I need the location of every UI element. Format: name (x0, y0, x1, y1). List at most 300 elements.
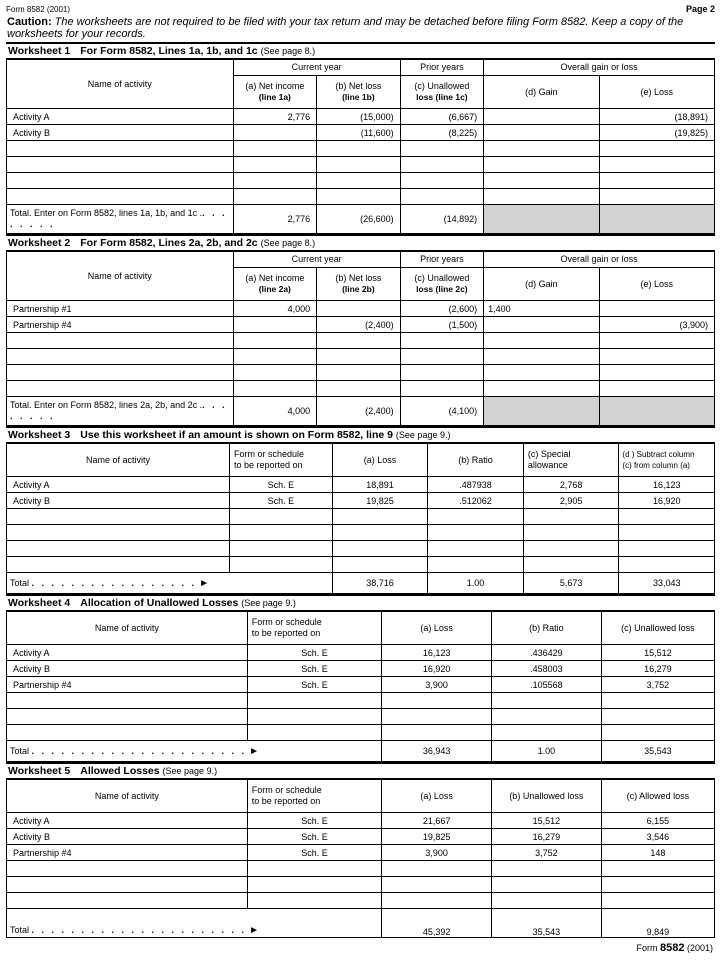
row-loss[interactable]: 18,891 (332, 477, 428, 493)
row-unallowed-loss[interactable] (400, 333, 484, 349)
worksheet3-page-ref: (See page 9.) (395, 430, 451, 440)
row-subtract[interactable] (619, 557, 715, 573)
row-form-schedule[interactable] (230, 541, 333, 557)
row-loss[interactable]: 3,900 (382, 845, 492, 861)
row-ratio[interactable] (428, 557, 524, 573)
row-unallowed-loss[interactable]: 15,512 (491, 813, 601, 829)
row-activity-name[interactable]: Partnership #4 (7, 317, 234, 333)
total-label (7, 205, 234, 234)
row-loss[interactable]: 3,900 (382, 677, 492, 693)
page-footer (6, 938, 715, 954)
row-unallowed-loss[interactable]: 3,752 (491, 845, 601, 861)
row-net-loss[interactable] (317, 157, 401, 173)
row-loss[interactable]: (3,900) (599, 317, 714, 333)
total-net-income: 2,776 (233, 205, 317, 234)
row-unallowed-loss[interactable] (400, 141, 484, 157)
row-gain[interactable] (484, 349, 599, 365)
worksheet4-table (6, 611, 715, 762)
row-form-schedule[interactable]: Sch. E (247, 845, 382, 861)
table-row[interactable] (7, 493, 715, 509)
table-row[interactable] (7, 725, 715, 741)
row-activity-name[interactable] (7, 333, 234, 349)
total-label (7, 909, 382, 938)
row-form-schedule[interactable]: Sch. E (247, 645, 382, 661)
row-net-loss[interactable] (317, 381, 401, 397)
table-row[interactable] (7, 189, 715, 205)
row-gain[interactable] (484, 317, 599, 333)
row-net-income[interactable] (233, 189, 317, 205)
row-activity-name[interactable] (7, 877, 248, 893)
total-label (7, 573, 333, 594)
row-activity-name[interactable] (7, 189, 234, 205)
header-col-a-sub: (line 1a) (258, 92, 291, 102)
header-col-a-label: (a) Net income (245, 273, 305, 283)
table-row[interactable] (7, 645, 715, 661)
header-form-or-schedule (247, 780, 382, 813)
table-row[interactable] (7, 301, 715, 317)
row-form-schedule[interactable] (247, 709, 382, 725)
row-activity-name[interactable] (7, 381, 234, 397)
header-col-c: (c) Unallowed loss (601, 612, 714, 645)
worksheet4-page-ref: (See page 9.) (241, 598, 296, 608)
row-unallowed-loss[interactable]: 3,752 (601, 677, 714, 693)
row-activity-name[interactable] (7, 709, 248, 725)
caution-text: The worksheets are not required to be filed with your tax return and may be detached before filing Form 8582. Keep a copy of the worksheets for your records. (7, 16, 684, 40)
row-activity-name[interactable] (7, 541, 230, 557)
row-unallowed-loss[interactable] (400, 157, 484, 173)
row-loss[interactable] (382, 709, 492, 725)
row-net-income[interactable] (233, 381, 317, 397)
row-form-schedule[interactable] (247, 893, 382, 909)
row-ratio[interactable] (428, 509, 524, 525)
row-allowed-loss[interactable] (601, 877, 714, 893)
row-loss[interactable]: 16,123 (382, 645, 492, 661)
row-loss[interactable] (382, 693, 492, 709)
page-number-label: Page 2 (685, 4, 715, 14)
header-col-b (317, 76, 401, 109)
row-loss[interactable] (382, 861, 492, 877)
table-row[interactable] (7, 141, 715, 157)
row-activity-name[interactable]: Activity A (7, 645, 248, 661)
row-activity-name[interactable] (7, 861, 248, 877)
table-row[interactable] (7, 813, 715, 829)
total-loss-shaded (599, 397, 714, 426)
row-ratio[interactable] (491, 693, 601, 709)
table-row[interactable] (7, 365, 715, 381)
row-loss[interactable]: 19,825 (332, 493, 428, 509)
worksheet1-title-label: Worksheet 1 (8, 45, 71, 57)
row-activity-name[interactable]: Partnership #4 (7, 845, 248, 861)
row-unallowed-loss[interactable] (491, 877, 601, 893)
row-loss[interactable] (332, 541, 428, 557)
header-overall-gain-or-loss: Overall gain or loss (484, 60, 715, 76)
header-col-d (619, 444, 715, 477)
table-row[interactable] (7, 173, 715, 189)
row-net-income[interactable] (233, 349, 317, 365)
row-form-schedule[interactable]: Sch. E (247, 661, 382, 677)
total-dots: . . . . . . . . (10, 400, 228, 421)
row-net-income[interactable]: 4,000 (233, 301, 317, 317)
row-special-allowance[interactable] (523, 541, 619, 557)
row-gain[interactable] (484, 189, 599, 205)
row-unallowed-loss[interactable]: (8,225) (400, 125, 484, 141)
row-allowed-loss[interactable] (601, 893, 714, 909)
table-header-row (7, 60, 715, 76)
table-row[interactable] (7, 709, 715, 725)
row-activity-name[interactable]: Activity B (7, 829, 248, 845)
row-activity-name[interactable] (7, 893, 248, 909)
table-row[interactable] (7, 661, 715, 677)
header-name-of-activity: Name of activity (7, 252, 234, 301)
row-unallowed-loss[interactable]: 16,279 (491, 829, 601, 845)
row-subtract[interactable] (619, 525, 715, 541)
row-form-schedule[interactable] (247, 861, 382, 877)
header-col-c (400, 268, 484, 301)
table-total-row (7, 909, 715, 938)
row-net-income[interactable] (233, 125, 317, 141)
row-gain[interactable] (484, 173, 599, 189)
row-loss[interactable]: 16,920 (382, 661, 492, 677)
row-unallowed-loss[interactable]: (6,667) (400, 109, 484, 125)
header-form-sub: to be reported on (251, 628, 321, 638)
worksheet2-page-ref: (See page 8.) (260, 238, 316, 248)
header-col-e: (e) Loss (599, 268, 714, 301)
header-col-b: (b) Unallowed loss (491, 780, 601, 813)
table-row[interactable] (7, 677, 715, 693)
header-col-b-label: (b) Net loss (335, 81, 382, 91)
row-gain[interactable] (484, 141, 599, 157)
worksheet1-page-ref: (See page 8.) (260, 46, 316, 56)
row-activity-name[interactable]: Activity B (7, 125, 234, 141)
form-id-label: Form 8582 (2001) (6, 5, 71, 14)
header-col-c (523, 444, 619, 477)
header-col-b-sub: (line 2b) (342, 284, 375, 294)
row-form-schedule[interactable]: Sch. E (230, 493, 333, 509)
row-special-allowance[interactable] (523, 509, 619, 525)
header-col-d: (d) Gain (484, 268, 599, 301)
table-row[interactable] (7, 157, 715, 173)
total-loss: 38,716 (332, 573, 428, 594)
row-loss[interactable] (599, 333, 714, 349)
row-unallowed-loss[interactable] (400, 189, 484, 205)
table-row[interactable] (7, 125, 715, 141)
row-gain[interactable] (484, 333, 599, 349)
row-activity-name[interactable] (7, 349, 234, 365)
row-form-schedule[interactable]: Sch. E (247, 677, 382, 693)
row-loss[interactable] (382, 877, 492, 893)
row-unallowed-loss[interactable] (491, 893, 601, 909)
worksheet5-title (6, 762, 715, 779)
row-subtract[interactable] (619, 541, 715, 557)
table-row[interactable] (7, 893, 715, 909)
table-header-row (7, 252, 715, 268)
row-net-income[interactable] (233, 333, 317, 349)
total-loss: 45,392 (382, 909, 492, 938)
row-form-schedule[interactable]: Sch. E (230, 477, 333, 493)
row-net-income[interactable] (233, 317, 317, 333)
table-row[interactable] (7, 877, 715, 893)
worksheet1-table (6, 59, 715, 234)
header-col-a-label: (a) Net income (245, 81, 305, 91)
header-prior-years: Prior years (400, 60, 484, 76)
total-label (7, 741, 382, 762)
row-loss[interactable] (332, 525, 428, 541)
table-header-row (7, 612, 715, 645)
row-subtract[interactable]: 16,123 (619, 477, 715, 493)
row-form-schedule[interactable] (247, 693, 382, 709)
worksheet2-table (6, 251, 715, 426)
total-net-loss: (2,400) (317, 397, 401, 426)
row-subtract[interactable] (619, 509, 715, 525)
row-loss[interactable] (599, 365, 714, 381)
row-activity-name[interactable]: Activity A (7, 109, 234, 125)
row-subtract[interactable]: 16,920 (619, 493, 715, 509)
total-loss-shaded (599, 205, 714, 234)
row-activity-name[interactable] (7, 157, 234, 173)
total-label-text: Total. Enter on Form 8582, lines 1a, 1b, and 1c . (10, 208, 203, 218)
row-net-loss[interactable] (317, 189, 401, 205)
table-row[interactable] (7, 557, 715, 573)
worksheet2-subtitle: For Form 8582, Lines 2a, 2b, and 2c (80, 237, 258, 249)
page-header (6, 4, 715, 14)
total-dots: . . . . . . . . . . . . . . . . . (31, 577, 197, 588)
table-total-row (7, 397, 715, 426)
header-col-a: (a) Loss (332, 444, 428, 477)
table-row[interactable] (7, 477, 715, 493)
row-loss[interactable]: 19,825 (382, 829, 492, 845)
worksheet4-title-label: Worksheet 4 (8, 597, 71, 609)
arrow-icon: ► (249, 925, 259, 936)
row-unallowed-loss[interactable] (400, 365, 484, 381)
header-col-b (317, 268, 401, 301)
row-loss[interactable] (382, 725, 492, 741)
row-gain[interactable] (484, 381, 599, 397)
row-special-allowance[interactable] (523, 557, 619, 573)
row-special-allowance[interactable]: 2,768 (523, 477, 619, 493)
header-col-d-label: (d ) Subtract column (622, 450, 695, 459)
row-unallowed-loss[interactable] (400, 173, 484, 189)
header-name-of-activity: Name of activity (7, 780, 248, 813)
row-gain[interactable]: 1,400 (484, 301, 599, 317)
row-loss[interactable] (599, 349, 714, 365)
total-label-text: Total (10, 745, 30, 756)
row-form-schedule[interactable] (247, 877, 382, 893)
row-activity-name[interactable] (7, 365, 234, 381)
row-unallowed-loss[interactable] (400, 381, 484, 397)
total-dots: . . . . . . . . . . . . . . . . . . . . . . (31, 745, 247, 756)
row-net-income[interactable] (233, 157, 317, 173)
table-row[interactable] (7, 861, 715, 877)
header-form-label: Form or schedule (251, 617, 322, 627)
row-net-income[interactable] (233, 173, 317, 189)
row-activity-name[interactable]: Activity B (7, 661, 248, 677)
header-name-of-activity: Name of activity (7, 612, 248, 645)
table-row[interactable] (7, 693, 715, 709)
row-activity-name[interactable]: Partnership #4 (7, 677, 248, 693)
row-loss[interactable] (599, 301, 714, 317)
row-net-loss[interactable] (317, 301, 401, 317)
row-net-loss[interactable]: (15,000) (317, 109, 401, 125)
total-label-text: Total (10, 577, 30, 588)
header-form-sub: to be reported on (234, 460, 303, 470)
row-allowed-loss[interactable] (601, 861, 714, 877)
row-gain[interactable] (484, 125, 599, 141)
row-unallowed-loss[interactable] (601, 725, 714, 741)
row-activity-name[interactable] (7, 525, 230, 541)
row-unallowed-loss[interactable]: (1,500) (400, 317, 484, 333)
total-net-income: 4,000 (233, 397, 317, 426)
header-col-c-sub: loss (line 2c) (416, 284, 468, 294)
row-special-allowance[interactable]: 2,905 (523, 493, 619, 509)
row-ratio[interactable]: .105568 (491, 677, 601, 693)
row-special-allowance[interactable] (523, 525, 619, 541)
total-net-loss: (26,600) (317, 205, 401, 234)
row-ratio[interactable]: .512062 (428, 493, 524, 509)
row-activity-name[interactable]: Partnership #1 (7, 301, 234, 317)
row-activity-name[interactable] (7, 509, 230, 525)
row-unallowed-loss[interactable]: 16,279 (601, 661, 714, 677)
total-ratio: 1.00 (428, 573, 524, 594)
row-unallowed-loss[interactable]: 15,512 (601, 645, 714, 661)
row-net-income[interactable] (233, 365, 317, 381)
row-loss[interactable] (599, 173, 714, 189)
header-col-c-sub: loss (line 1c) (416, 92, 468, 102)
row-unallowed-loss[interactable] (491, 861, 601, 877)
row-net-loss[interactable] (317, 173, 401, 189)
row-net-income[interactable] (233, 141, 317, 157)
row-activity-name[interactable] (7, 557, 230, 573)
row-form-schedule[interactable]: Sch. E (247, 829, 382, 845)
header-col-b-label: (b) Net loss (335, 273, 382, 283)
header-form-sub: to be reported on (251, 796, 321, 806)
header-current-year: Current year (233, 252, 400, 268)
header-name-of-activity: Name of activity (7, 60, 234, 109)
row-form-schedule[interactable]: Sch. E (247, 813, 382, 829)
row-gain[interactable] (484, 157, 599, 173)
row-ratio[interactable] (491, 725, 601, 741)
header-col-a (233, 76, 317, 109)
row-activity-name[interactable] (7, 725, 248, 741)
row-activity-name[interactable]: Activity A (7, 813, 248, 829)
header-form-or-schedule (230, 444, 333, 477)
header-col-d-sub: (c) from column (a) (622, 461, 690, 470)
row-net-loss[interactable] (317, 349, 401, 365)
row-loss[interactable] (382, 893, 492, 909)
header-col-c: (c) Allowed loss (601, 780, 714, 813)
row-activity-name[interactable] (7, 141, 234, 157)
total-unallowed-loss: (14,892) (400, 205, 484, 234)
table-row[interactable] (7, 109, 715, 125)
row-loss[interactable] (599, 141, 714, 157)
row-form-schedule[interactable] (230, 557, 333, 573)
arrow-icon: ► (199, 577, 209, 589)
footer-form-year: (2001) (686, 943, 713, 953)
row-ratio[interactable] (428, 525, 524, 541)
row-loss[interactable] (332, 509, 428, 525)
header-form-label: Form or schedule (251, 785, 322, 795)
total-gain-shaded (484, 397, 599, 426)
row-loss[interactable] (599, 381, 714, 397)
row-loss[interactable] (599, 189, 714, 205)
table-row[interactable] (7, 381, 715, 397)
row-ratio[interactable]: .487938 (428, 477, 524, 493)
row-loss[interactable]: 21,667 (382, 813, 492, 829)
total-subtract: 33,043 (619, 573, 715, 594)
worksheet5-title-label: Worksheet 5 (8, 765, 71, 777)
total-label (7, 397, 234, 426)
caution-note (6, 16, 715, 40)
table-row[interactable] (7, 845, 715, 861)
table-row[interactable] (7, 317, 715, 333)
row-net-loss[interactable] (317, 141, 401, 157)
row-allowed-loss[interactable]: 3,546 (601, 829, 714, 845)
table-row[interactable] (7, 525, 715, 541)
total-label-text: Total (10, 925, 30, 935)
row-net-loss[interactable]: (2,400) (317, 317, 401, 333)
header-overall-gain-or-loss: Overall gain or loss (484, 252, 715, 268)
row-activity-name[interactable] (7, 173, 234, 189)
row-unallowed-loss[interactable] (601, 693, 714, 709)
total-loss: 36,943 (382, 741, 492, 762)
row-form-schedule[interactable] (230, 525, 333, 541)
table-row[interactable] (7, 333, 715, 349)
header-form-label: Form or schedule (234, 449, 305, 459)
arrow-icon: ► (249, 745, 259, 757)
row-unallowed-loss[interactable] (400, 349, 484, 365)
row-activity-name[interactable] (7, 693, 248, 709)
row-net-income[interactable]: 2,776 (233, 109, 317, 125)
row-ratio[interactable] (491, 709, 601, 725)
row-net-loss[interactable] (317, 365, 401, 381)
row-unallowed-loss[interactable]: (2,600) (400, 301, 484, 317)
footer-form-prefix: Form (636, 943, 658, 953)
worksheet4-title (6, 594, 715, 611)
row-unallowed-loss[interactable] (601, 709, 714, 725)
row-gain[interactable] (484, 109, 599, 125)
header-col-c-sub: allowance (527, 460, 568, 470)
table-row[interactable] (7, 509, 715, 525)
row-loss[interactable]: (19,825) (599, 125, 714, 141)
row-loss[interactable]: (18,891) (599, 109, 714, 125)
row-allowed-loss[interactable]: 6,155 (601, 813, 714, 829)
row-activity-name[interactable]: Activity A (7, 477, 230, 493)
worksheet5-page-ref: (See page 9.) (162, 766, 218, 776)
row-net-loss[interactable]: (11,600) (317, 125, 401, 141)
header-col-b-sub: (line 1b) (342, 92, 375, 102)
table-total-row (7, 205, 715, 234)
row-allowed-loss[interactable]: 148 (601, 845, 714, 861)
row-form-schedule[interactable] (230, 509, 333, 525)
row-form-schedule[interactable] (247, 725, 382, 741)
row-ratio[interactable] (428, 541, 524, 557)
row-net-loss[interactable] (317, 333, 401, 349)
row-gain[interactable] (484, 365, 599, 381)
row-loss[interactable] (332, 557, 428, 573)
total-special-allowance: 5,673 (523, 573, 619, 594)
row-activity-name[interactable]: Activity B (7, 493, 230, 509)
table-row[interactable] (7, 349, 715, 365)
total-label-text: Total. Enter on Form 8582, lines 2a, 2b, and 2c . (10, 400, 203, 410)
row-ratio[interactable]: .458003 (491, 661, 601, 677)
header-col-c-label: (c) Unallowed (414, 81, 470, 91)
worksheet1-subtitle: For Form 8582, Lines 1a, 1b, and 1c (80, 45, 258, 57)
table-row[interactable] (7, 829, 715, 845)
table-row[interactable] (7, 541, 715, 557)
row-ratio[interactable]: .436429 (491, 645, 601, 661)
row-loss[interactable] (599, 157, 714, 173)
worksheet4-subtitle: Allocation of Unallowed Losses (80, 597, 239, 609)
worksheet5-subtitle: Allowed Losses (80, 765, 160, 777)
